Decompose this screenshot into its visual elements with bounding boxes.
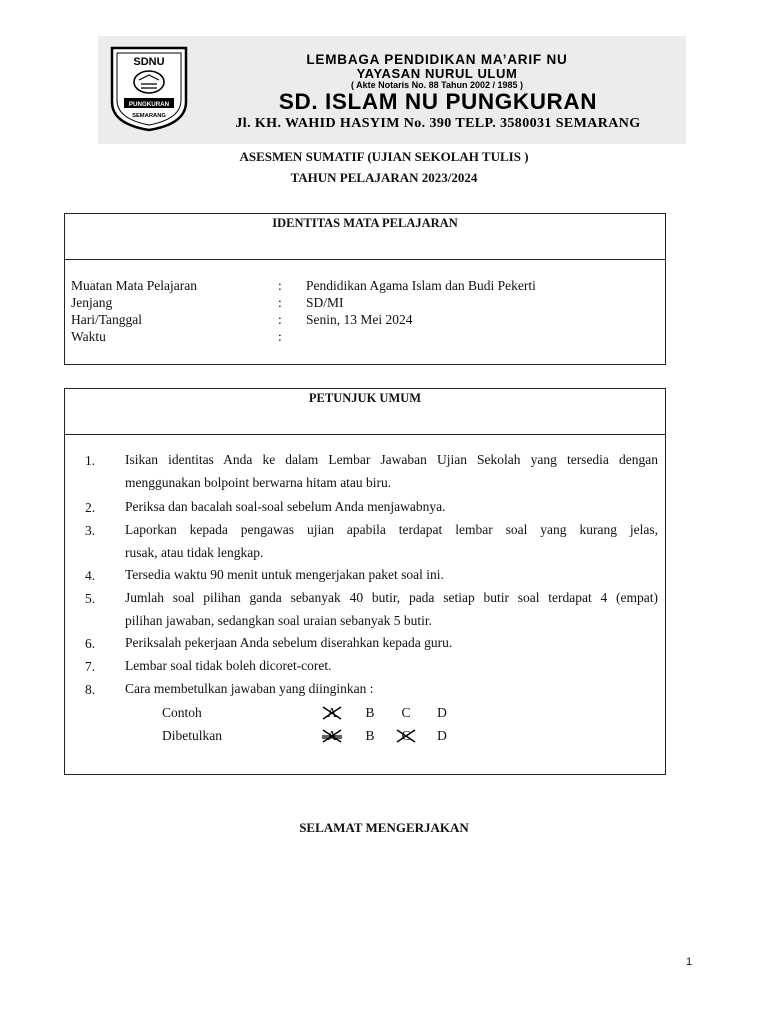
identity-value: Senin, 13 Mei 2024 (306, 312, 413, 327)
identity-colon: : (278, 278, 282, 293)
instruction-text: pilihan jawaban, sedangkan soal uraian sebanyak 5 butir. (125, 612, 433, 628)
document-title: ASESMEN SUMATIF (UJIAN SEKOLAH TULIS ) (239, 149, 529, 164)
instruction-text: Tersedia waktu 90 menit untuk mengerjakan paket soal ini. (125, 567, 444, 582)
letterhead-school-name: SD. ISLAM NU PUNGKURAN (278, 89, 598, 114)
identity-label: Hari/Tanggal (71, 312, 143, 327)
instruction-text: rusak, atau tidak lengkap. (125, 544, 264, 560)
closing-message: SELAMAT MENGERJAKAN (299, 820, 469, 835)
instruction-number: 6. (85, 636, 96, 651)
letterhead-address: Jl. KH. WAHID HASYIM No. 390 TELP. 3580031 SEMARANG (235, 116, 641, 131)
logo-school-name: PUNGKURAN (128, 101, 170, 108)
identity-label: Waktu (71, 329, 106, 344)
instructions-heading: PETUNJUK UMUM (65, 389, 665, 435)
cross-mark-icon (395, 728, 417, 744)
instruction-text: Isikan identitas Anda ke dalam Lembar Jawaban Ujian Sekolah yang tersedia dengan (125, 452, 658, 467)
example-option-a: A (327, 705, 337, 720)
identity-label: Muatan Mata Pelajaran (71, 278, 197, 293)
letterhead-foundation: YAYASAN NURUL ULUM (356, 66, 518, 81)
example-option-d: D (437, 705, 447, 720)
instruction-number: 3. (85, 523, 96, 538)
letterhead-organization: LEMBAGA PENDIDIKAN MA’ARIF NU (306, 52, 568, 67)
correction-option-b: B (365, 728, 375, 743)
identity-label: Jenjang (71, 295, 113, 310)
correction-option-a: A (327, 728, 337, 743)
academic-year: TAHUN PELAJARAN 2023/2024 (290, 170, 478, 185)
identity-colon: : (278, 295, 282, 310)
correction-option-d: D (437, 728, 447, 743)
identity-value: SD/MI (306, 295, 344, 310)
instructions-box (64, 388, 666, 775)
instruction-number: 2. (85, 500, 96, 515)
corrected-cross-icon (321, 728, 343, 744)
logo-acronym: SDNU (133, 56, 165, 68)
identity-heading: IDENTITAS MATA PELAJARAN (65, 214, 665, 260)
instruction-text: Laporkan kepada pengawas ujian apabila terdapat lembar soal yang kurang jelas, (125, 522, 658, 537)
example-option-c: C (401, 705, 411, 720)
identity-colon: : (278, 312, 282, 327)
instruction-number: 7. (85, 659, 96, 674)
instruction-number: 1. (85, 453, 96, 468)
instruction-number: 4. (85, 568, 96, 583)
identity-box (64, 213, 666, 365)
instruction-text: Cara membetulkan jawaban yang diinginkan : (125, 681, 374, 696)
identity-colon: : (278, 329, 282, 344)
instruction-number: 8. (85, 682, 96, 697)
instruction-text: menggunakan bolpoint berwarna hitam atau biru. (125, 474, 392, 490)
instruction-text: Lembar soal tidak boleh dicoret-coret. (125, 658, 332, 673)
cross-mark-icon (321, 705, 343, 721)
logo-city: SEMARANG (132, 113, 166, 119)
example-option-b: B (365, 705, 375, 720)
example-label: Contoh (162, 705, 202, 720)
instruction-text: Jumlah soal pilihan ganda sebanyak 40 butir, pada setiap butir soal terdapat 4 (empat) (125, 590, 658, 605)
instruction-text: Periksa dan bacalah soal-soal sebelum Anda menjawabnya. (125, 499, 446, 514)
correction-option-c: C (401, 728, 411, 743)
correction-label: Dibetulkan (162, 728, 222, 743)
identity-value: Pendidikan Agama Islam dan Budi Pekerti (306, 278, 536, 293)
page-number: 1 (686, 956, 693, 968)
instruction-number: 5. (85, 591, 96, 606)
instruction-text: Periksalah pekerjaan Anda sebelum diserahkan kepada guru. (125, 635, 453, 650)
letterhead-notary: ( Akte Notaris No. 88 Tahun 2002 / 1985 ) (350, 80, 524, 90)
school-logo (108, 44, 190, 132)
